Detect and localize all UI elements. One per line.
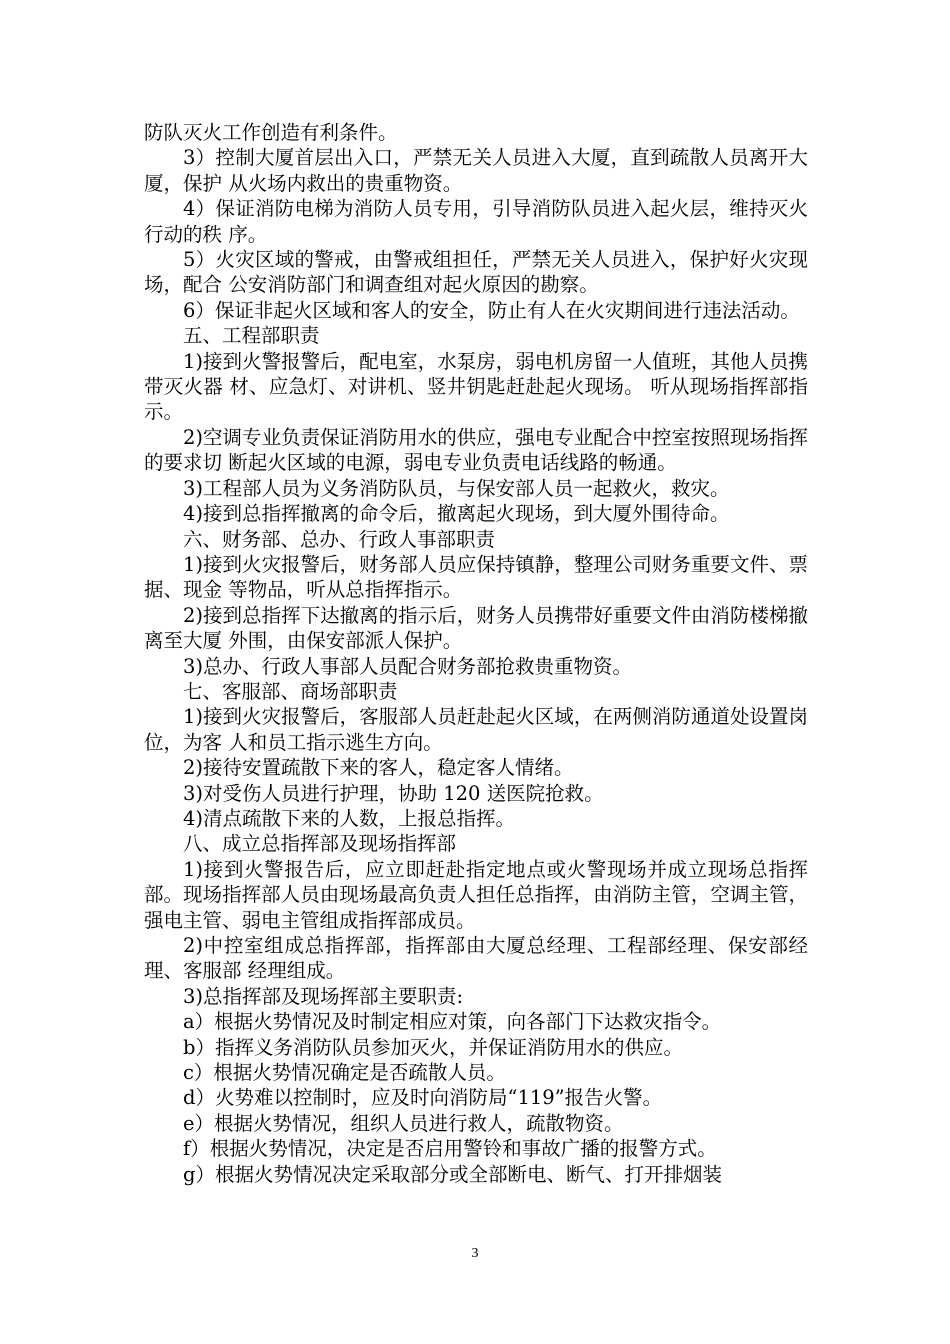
paragraph: 七、客服部、商场部职责 (183, 679, 398, 703)
paragraph: a）根据火势情况及时制定相应对策，向各部门下达救灾指令。 (183, 1010, 722, 1034)
paragraph: 4）保证消防电梯为消防人员专用，引导消防队员进入起火层，维持灭火行动的秩 序。 (144, 197, 808, 246)
document-body (144, 120, 808, 1187)
paragraph: 六、财务部、总办、行政人事部职责 (183, 527, 496, 551)
paragraph: b）指挥义务消防队员参加灭火，并保证消防用水的供应。 (183, 1035, 683, 1059)
paragraph: f）根据火势情况，决定是否启用警铃和事故广播的报警方式。 (183, 1137, 717, 1161)
paragraph: 6）保证非起火区域和客人的安全，防止有人在火灾期间进行违法活动。 (183, 298, 800, 322)
paragraph: 2)中控室组成总指挥部，指挥部由大厦总经理、工程部经理、保安部经理、客服部 经理组成。 (144, 934, 808, 983)
paragraph: 5）火灾区域的警戒，由警戒组担任，严禁无关人员进入，保护好火灾现场，配合 公安消防部门和调查组对起火原因的勘察。 (144, 248, 808, 297)
paragraph: 1)接到火灾报警后，财务部人员应保持镇静，整理公司财务重要文件、票据、现金 等物品，听从总指挥指示。 (144, 552, 808, 602)
paragraph: 1)接到火警报警后，配电室，水泵房，弱电机房留一人值班，其他人员携带灭火器 材、应急灯、对讲机、竖井钥匙赶赴起火现场。 听从现场指挥部指示。 (144, 349, 808, 424)
paragraph: g）根据火势情况决定采取部分或全部断电、断气、打开排烟装 (183, 1162, 722, 1186)
paragraph: 3）控制大厦首层出入口，严禁无关人员进入大厦，直到疏散人员离开大厦，保护 从火场内救出的贵重物资。 (144, 146, 808, 195)
paragraph: 1)接到火灾报警后，客服部人员赶赴起火区域，在两侧消防通道处设置岗位，为客 人和员工指示逃生方向。 (144, 705, 808, 754)
paragraph: 2)接待安置疏散下来的客人，稳定客人情绪。 (183, 756, 574, 780)
paragraph: 2)接到总指挥下达撤离的指示后，财务人员携带好重要文件由消防楼梯撤离至大厦 外围，由保安部派人保护。 (144, 603, 808, 653)
paragraph: 防队灭火工作创造有利条件。 (144, 121, 398, 144)
page-number: 3 (471, 1246, 479, 1261)
paragraph: 4)接到总指挥撤离的命令后，撤离起火现场，到大厦外围待命。 (183, 502, 730, 526)
paragraph: e）根据火势情况，组织人员进行救人，疏散物资。 (183, 1111, 624, 1135)
paragraph: 3)总指挥部及现场挥部主要职责: (183, 984, 464, 1008)
paragraph: 1)接到火警报告后，应立即赶赴指定地点或火警现场并成立现场总指挥部。现场指挥部人员由现场最高负责人担任总指挥，由消防主管，空调主管，强电主管、弱电主管组成指挥部成员。 (144, 857, 808, 932)
paragraph: 3)总办、行政人事部人员配合财务部抢救贵重物资。 (183, 654, 633, 678)
paragraph: 4)清点疏散下来的人数，上报总指挥。 (183, 806, 516, 830)
paragraph: 2)空调专业负责保证消防用水的供应，强电专业配合中控室按照现场指挥的要求切 断起火区域的电源，弱电专业负责电话线路的畅通。 (144, 425, 808, 475)
paragraph: c）根据火势情况确定是否疏散人员。 (183, 1061, 506, 1085)
paragraph: 八、成立总指挥部及现场指挥部 (183, 832, 457, 856)
paragraph: d）火势难以控制时，应及时向消防局“119”报告火警。 (183, 1086, 663, 1110)
paragraph: 3)对受伤人员进行护理，协助 120 送医院抢救。 (183, 781, 604, 805)
paragraph: 3)工程部人员为义务消防队员，与保安部人员一起救火，救灾。 (183, 476, 730, 500)
paragraph: 五、工程部职责 (183, 324, 320, 348)
